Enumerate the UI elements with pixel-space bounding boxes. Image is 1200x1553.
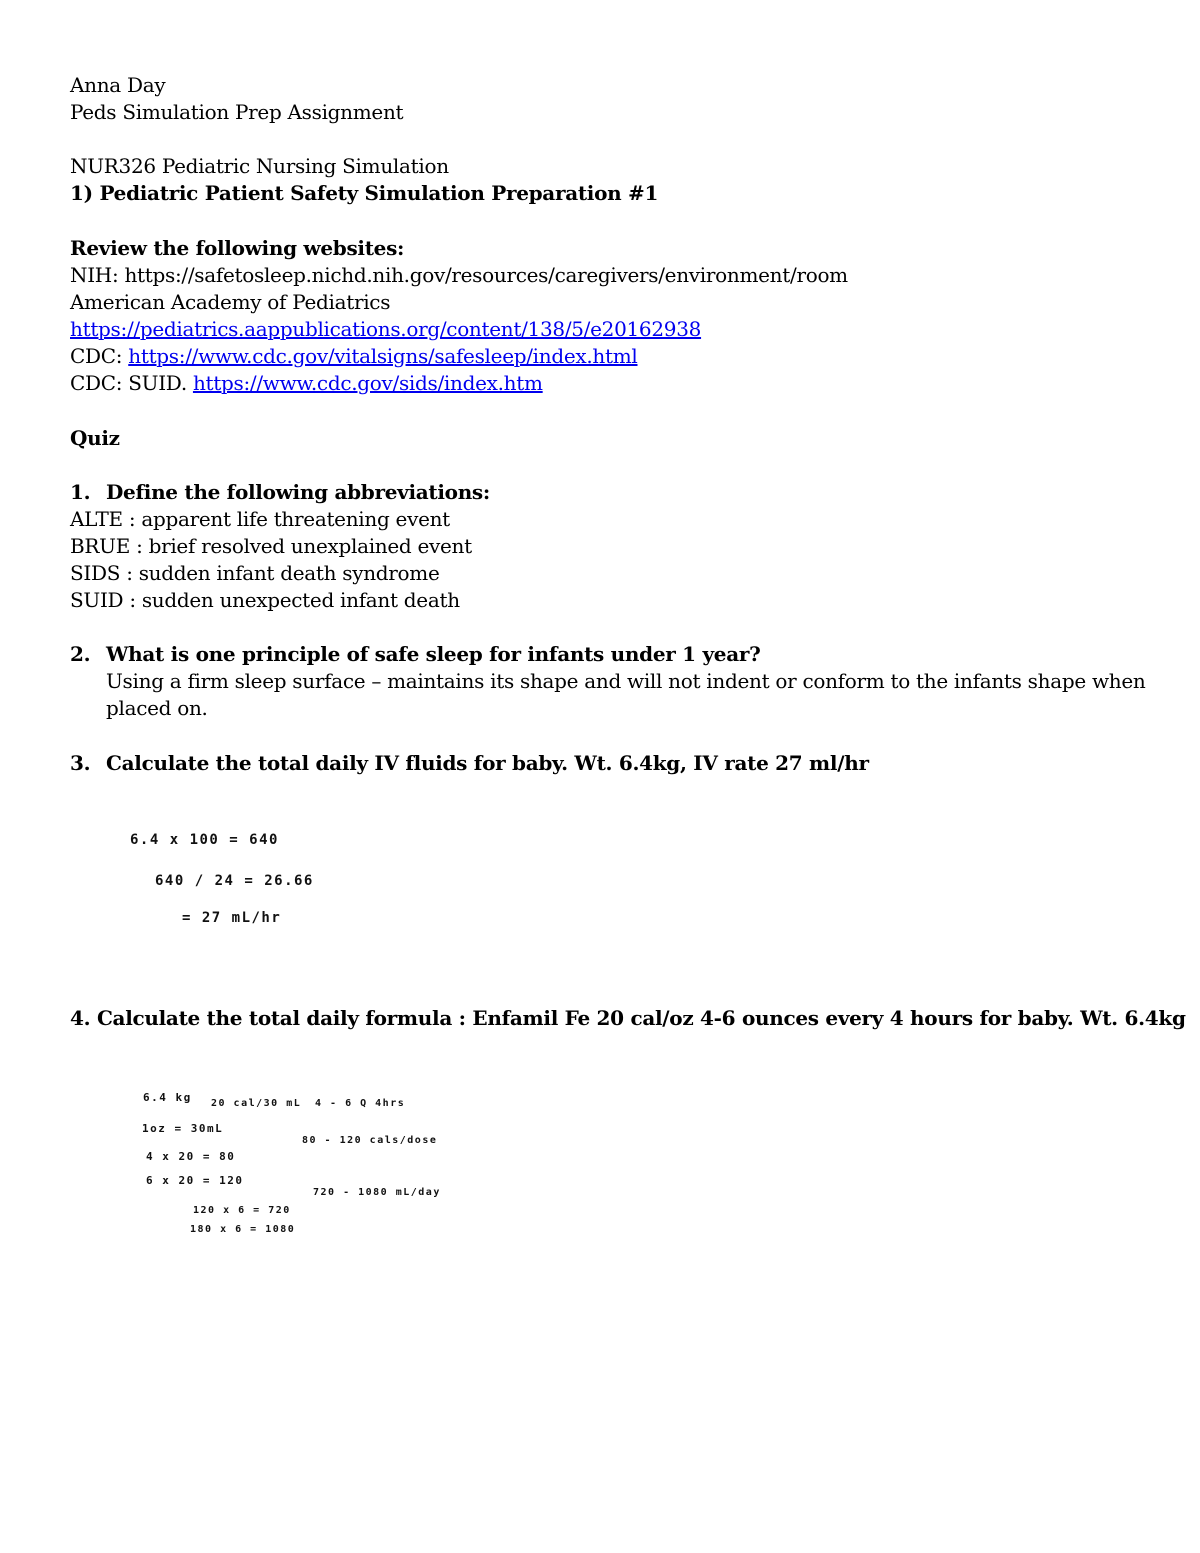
q4-work-calc1: 4 x 20 = 80 bbox=[146, 1150, 236, 1163]
q4-work-per-dose: 80 - 120 cals/dose bbox=[302, 1135, 438, 1146]
q1-answer-suid: SUID : sudden unexpected infant death bbox=[70, 588, 460, 612]
q4-question: 4. Calculate the total daily formula : Enfamil Fe 20 cal/oz 4-6 ounces every 4 hours for baby. Wt. 6.4kg bbox=[70, 1006, 1186, 1030]
q3-question bbox=[70, 750, 869, 777]
q1-text: Define the following abbreviations: bbox=[106, 480, 490, 504]
q2-text: What is one principle of safe sleep for infants under 1 year? bbox=[106, 642, 761, 666]
cdc-link[interactable]: https://www.cdc.gov/vitalsigns/safesleep/index.html bbox=[128, 344, 638, 368]
q1-answer-brue: BRUE : brief resolved unexplained event bbox=[70, 534, 472, 558]
q3-work-line2: 640 / 24 = 26.66 bbox=[155, 873, 314, 889]
aap-label: American Academy of Pediatrics bbox=[70, 290, 391, 314]
course-title: NUR326 Pediatric Nursing Simulation bbox=[70, 154, 449, 178]
q4-work-per-day: 720 - 1080 mL/day bbox=[313, 1187, 441, 1198]
section-title: 1) Pediatric Patient Safety Simulation Preparation #1 bbox=[70, 181, 659, 205]
quiz-heading: Quiz bbox=[70, 426, 120, 450]
assignment-title: Peds Simulation Prep Assignment bbox=[70, 100, 404, 124]
q4-work-calc2: 6 x 20 = 120 bbox=[146, 1174, 244, 1187]
q1-number: 1. bbox=[70, 480, 91, 504]
q3-number: 3. bbox=[70, 751, 91, 775]
suid-prefix: CDC: SUID. bbox=[70, 371, 193, 395]
q2-answer-line1: Using a firm sleep surface – maintains its shape and will not indent or conform to the infants shape when bbox=[106, 669, 1146, 693]
aap-link[interactable]: https://pediatrics.aappublications.org/content/138/5/e20162938 bbox=[70, 317, 702, 341]
q1-answer-sids: SIDS : sudden infant death syndrome bbox=[70, 561, 440, 585]
q2-question bbox=[70, 641, 761, 668]
aap-link-line bbox=[70, 316, 701, 343]
nih-line: NIH: https://safetosleep.nichd.nih.gov/resources/caregivers/environment/room bbox=[70, 263, 848, 287]
q3-text: Calculate the total daily IV fluids for baby. Wt. 6.4kg, IV rate 27 ml/hr bbox=[106, 751, 869, 775]
q4-work-freq: 4 - 6 Q 4hrs bbox=[315, 1098, 406, 1109]
student-name: Anna Day bbox=[70, 73, 166, 97]
q4-work-weight: 6.4 kg bbox=[143, 1091, 192, 1104]
cdc-prefix: CDC: bbox=[70, 344, 129, 368]
cdc-line bbox=[70, 343, 638, 370]
q4-work-calc4: 180 x 6 = 1080 bbox=[190, 1224, 296, 1235]
q4-work-oz: 1oz = 30mL bbox=[142, 1122, 224, 1135]
q1-answer-alte: ALTE : apparent life threatening event bbox=[70, 507, 450, 531]
q1-question bbox=[70, 479, 490, 506]
review-heading: Review the following websites: bbox=[70, 236, 405, 260]
q2-answer-line2: placed on. bbox=[106, 696, 208, 720]
q3-work-line3: = 27 mL/hr bbox=[182, 910, 282, 926]
suid-line bbox=[70, 370, 543, 397]
q2-number: 2. bbox=[70, 642, 91, 666]
q3-work-line1: 6.4 x 100 = 640 bbox=[130, 832, 279, 848]
q4-work-cal: 20 cal/30 mL bbox=[211, 1098, 302, 1109]
suid-link[interactable]: https://www.cdc.gov/sids/index.htm bbox=[192, 371, 543, 395]
q4-work-calc3: 120 x 6 = 720 bbox=[193, 1205, 291, 1216]
